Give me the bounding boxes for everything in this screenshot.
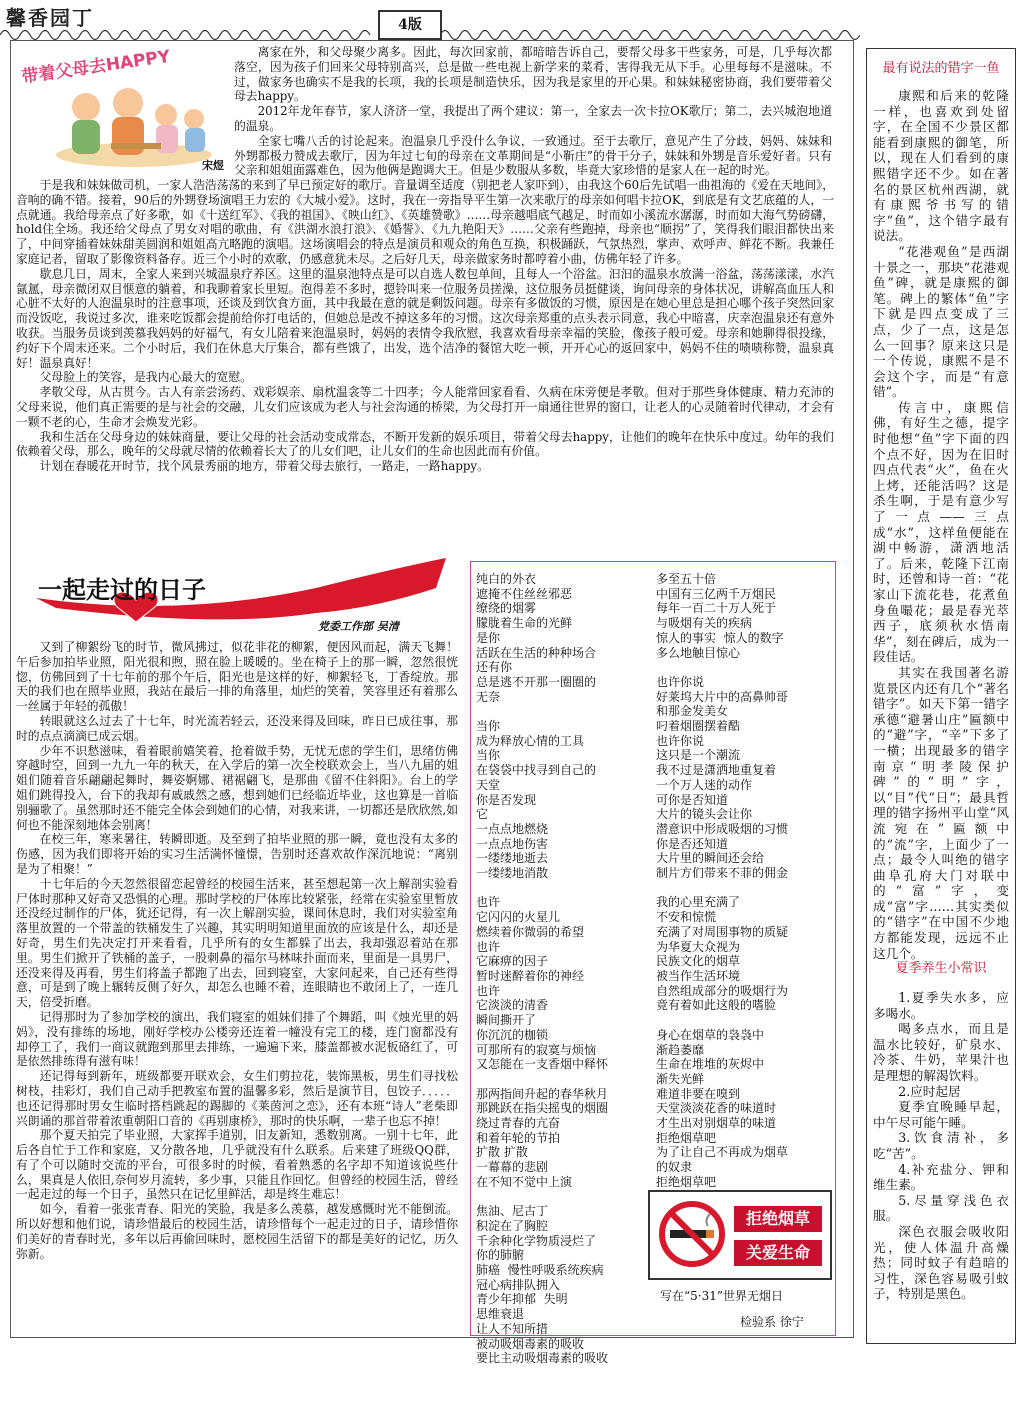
poem-line: 可那所有的寂寞与烦恼 [476, 1042, 597, 1057]
page-number-badge: 4版 [378, 10, 442, 40]
poem-line: 你的肺腑 [476, 1248, 525, 1263]
poem-line: 也许你说 [656, 674, 705, 689]
poem-line [656, 1013, 834, 1028]
poem-line: 肺癌 慢性呼吸系统疾病 [476, 1263, 604, 1278]
poem-line: 我不过是潇洒地重复着 [656, 763, 777, 778]
poem-line: 又怎能在一支香烟中释怀 [476, 1057, 609, 1072]
poem-line: 才生出对别烟草的味道 [656, 1116, 777, 1131]
poem-line: 当你 [476, 748, 501, 763]
poem-line [476, 1072, 656, 1087]
article2-author: 党委工作部 吴清 [318, 620, 399, 633]
paragraph: 4.补充盐分、钾和维生素。 [873, 1161, 1009, 1193]
poem-line [476, 704, 656, 719]
no-smoking-slogan-2: 关爱生命 [734, 1240, 822, 1266]
poem-line: 制片方们带来不菲的佣金 [656, 866, 789, 881]
poem-line: 拒绝烟草吧 [656, 1130, 717, 1145]
sidebar-section-typos [873, 57, 1009, 961]
poem-line: 可你是否知道 [656, 792, 729, 807]
poem-line: 一个万人迷的动作 [656, 777, 753, 792]
paragraph: 少年不识愁滋味，看着眼前嬉笑着，抢着做手势，无忧无虑的学生们，思绪仿佛穿越时空，回到一九九一年的秋天，在入学后的第一次全校联欢会上，当八九届的姐姐们随着音乐翩翩起舞时，舞姿婀娜、裙裾翩飞，是那曲《留不住斜阳》。台上的学姐们跳得投入，台下的我却有戚戚然之感，想到她们已经临近毕业，这也算是一首临别骊歌了。虽然那时还不能完全体会到她们的心情，对我来讲，一切都还是欣欣然,如何也不能深刻地体会别离！ [16, 743, 458, 832]
sidebar-heading: 最有说法的错字一鱼 [882, 61, 1000, 76]
poem-line: 我的心里充满了 [656, 895, 741, 910]
poem-line: 在袋袋中找寻到自己的 [476, 763, 597, 778]
poem-line: 竟有着如此这般的嗜脸 [656, 998, 777, 1013]
poem-line: 它 [476, 807, 489, 822]
poem-line: 与吸烟有关的疾病 [656, 616, 753, 631]
poem-line: 渐趋萎靡 [656, 1042, 705, 1057]
paragraph: 2012年龙年春节，家人济济一堂，我提出了两个建议：第一，全家去一次卡拉OK歌厅；第二，去兴城泡地道的温泉。 [234, 104, 832, 133]
poem-line: 总是逃不开那一圈圈的 [476, 674, 597, 689]
poem-line: 天堂 [476, 777, 501, 792]
article2-body [16, 640, 458, 1261]
poem-line: 为了让自己不再成为烟草 [656, 1145, 789, 1160]
poem-line [656, 881, 834, 896]
poem-line: 它闪闪的火星儿 [476, 910, 561, 925]
poem-line: 也许 [476, 939, 501, 954]
poem-line: 思维衰退 [476, 1307, 525, 1322]
sidebar-heading: 夏季养生小常识 [895, 961, 987, 976]
poem-line: 大片里的瞬间还会给 [656, 851, 765, 866]
poem-line [656, 660, 834, 675]
paragraph: 2.应时起居 [898, 1083, 961, 1099]
paragraph: 深色衣服会吸收阳光，使人体温升高燥热；同时蚊子有趋暗的习性，深色容易吸引蚊子，特别是黑色。 [873, 1223, 1009, 1302]
poem-line: 也许 [476, 895, 501, 910]
paragraph: 歇息几日，周末，全家人来到兴城温泉疗养区。这里的温泉池特点是可以自选人数包单间，且每人一个浴盆。汩汩的温泉水放满一浴盆，荡荡漾漾，水汽氤氲，母亲微闭双目惬意的躺着，和我聊着家长里短。泡得差不多时，摁铃叫来一位服务员搓澡，这位服务员挺健谈，询问母亲的身体状况，讲解高血压人和心脏不太好的人泡温泉时的注意事项，还谈及到饮食方面，其中我最在意的就是剩饭问题。母亲有多做饭的习惯，原因是在她心里总是担心哪个孩子突然回家而没饭吃，我说过多次，谁来吃饭都会提前给你打电话的，但她总是改不掉这多年的习惯。这次母亲郑重的点头表示同意，我心中暗喜，庆幸泡温泉还有意外收获。当服务员谈到羡慕我妈妈的好福气，有女儿陪着来泡温泉时，妈妈的表情令我欣慰，我喜欢看母亲幸福的笑脸，像孩子般可爱。母亲和她聊得很投缘，约好下个周末还来。二个小时后，我们在休息大厅集合，都有些饿了，出发，选个洁净的餐馆大吃一顿，开开心心的返回家中，妈妈不住的啧啧称赞，温泉真好！温泉真好！ [16, 266, 834, 370]
paragraph: 于是我和妹妹做司机，一家人浩浩荡荡的来到了早已预定好的歌厅。音量调至适度（别把老人家吓到），由我这个60后先试唱一曲祖海的《爱在天地间》，音响的确不错。接着，90后的外甥登场演唱王力宏的《大城小爱》。这时，我在一旁指导平生第一次来歌厅的母亲如何唱卡拉OK，到底是有文艺底蕴的人，一点就通。我给母亲点了好多歌，如《十送红军》、《我的祖国》、《映山红》、《英雄赞歌》……母亲越唱底气越足，时而如小溪流水潺潺，时而如大海气势磅礴，hold住全场。我还给父母点了男女对唱的歌曲，有《洪湖水浪打浪》、《婚誓》、《九九艳阳天》……父亲有些跑掉，母亲也“顺拐”了，笑得我们眼泪都快出来了，中间穿插着妹妹甜美圆润和姐姐高亢略跑的演唱。这场演唱会的特点是演员和观众的角色互换，积极踊跃，气氛热烈，掌声、欢呼声、鲜花不断。我兼任家庭记者，留取了影像资料备存。近三个小时的欢歌，仍感意犹未尽。之后好几天，母亲做家务时都哼着小曲，仿佛年轻了许多。 [16, 178, 834, 266]
paragraph: 还记得每到新年，班级都要开联欢会，女生们剪拉花，装饰黑板，男生们寻找松树枝，挂彩灯，我们自己动手把教室布置的温馨多彩，然后是演节目，包饺子．．．．．也还记得那时男女生临时搭档跳起的踢脚的《莱茵河之恋》，还有本班“诗人”老柴即兴朗诵的那首带着浓重朝阳口音的《再别康桥》，那时的快乐啊，一辈子也忘不掉！ [16, 1069, 458, 1128]
poem-line: 一缕缕地逝去 [476, 851, 549, 866]
sidebar-text [873, 990, 1009, 1302]
poem-line [476, 1190, 656, 1205]
poem-line: 一幕幕的悲剧 [476, 1160, 549, 1175]
paragraph: 离家在外，和父母聚少离多。因此，每次回家前，都暗暗告诉自己，要帮父母多干些家务，可是，几乎每次都落空，因为孩子们回来父母特别高兴，总是做一些电视上新学来的菜肴，害得我无从下手。心里每每不是滋味。不过，做家务也确实不是我的长项，我的长项是制造快乐，因为我是家里的开心果。和妹妹秘密协商，我们要带着父母去happy。 [234, 45, 832, 104]
paragraph: 5.尽量穿浅色衣服。 [873, 1192, 1009, 1224]
poem-line: 大片的镜头会让你 [656, 807, 753, 822]
no-smoking-icon [658, 1200, 726, 1268]
poem-line: 那跳跃在指尖摇曳的烟圈 [476, 1101, 609, 1116]
poem-line: 暂时迷醉着你的神经 [476, 968, 585, 983]
poem-line: 燃续着你微弱的希望 [476, 924, 585, 939]
poem-line: 你是否还知道 [656, 836, 729, 851]
poem-line: 焦油、尼古丁 [476, 1204, 549, 1219]
poem-line: 为华夏大众视为 [656, 939, 741, 954]
poem-line: 让人不知所措 [476, 1321, 549, 1336]
poem-line: 在不知不觉中上演 [476, 1174, 573, 1189]
poem-line [476, 881, 656, 896]
poem-line: 遮掩不住丝丝邪恶 [476, 586, 573, 601]
poem-line: 青少年抑郁 失明 [476, 1292, 568, 1307]
paragraph: 又到了柳絮纷飞的时节，微风拂过，似花非花的柳絮，便因风而起，满天飞舞！午后参加拍毕业照，阳光很和煦，照在脸上暖暖的。坐在椅子上的那一瞬，忽然很恍惚，仿佛回到了十七年前的那个午后，阳光也是这样的好，柳絮轻飞，丁香绽放。那天的我们也在照毕业照，我站在最后一排的角落里，灿烂的笑着，笑容里还有着那么一丝属于年轻的孤傲！ [16, 640, 458, 714]
sidebar-section-summer-health [873, 957, 1009, 1302]
poem-line: 惊人的事实 惊人的数字 [656, 630, 784, 645]
poem-line: 这只是一个潮流 [656, 748, 741, 763]
paragraph: 父母脸上的笑容，是我内心最大的宽慰。 [39, 370, 252, 385]
poem-line: 无奈 [476, 689, 501, 704]
poem-line: 它淡淡的清香 [476, 998, 549, 1013]
poem-line: 中国有三亿两千万烟民 [656, 586, 777, 601]
poem-line: 也许你说 [656, 733, 705, 748]
poem-line: 拒绝烟草吧 [656, 1174, 717, 1189]
paragraph: 3.饮食清补，多吃“苦”。 [873, 1130, 1009, 1161]
paragraph: 那个夏天拍完了毕业照，大家挥手道别，旧友新知，悉数别离。一别十七年，此后各自忙于工作和家庭，又分散各地，几乎就没有什么联系。后来建了班级QQ群，有了个可以随时交流的平台，可很多时的时候，看着熟悉的名字却不知道该说些什么，果真是人依旧,奈何岁月流转，多少事，只能且作回忆。但曾经的校园生活，曾经一起走过的每一个日子，虽然只在记忆里鲜活，却是终生难忘！ [16, 1128, 458, 1202]
paragraph: 记得那时为了参加学校的演出，我们寝室的姐妹们排了个舞蹈，叫《烛光里的妈妈》，没有排练的场地，刚好学校办公楼旁还连着一幢没有完工的楼，连门窗都没有却停工了，我们一商议就跑到那里去排练，一遍遍下来，膝盖都被水泥板硌红了，可是依然排练得有滋有味！ [16, 1009, 458, 1069]
no-smoking-badge [648, 1190, 832, 1280]
poem-line: 积淀在了胸腔 [476, 1218, 549, 1233]
paragraph: 计划在春暖花开时节，找个风景秀丽的地方，带着父母去旅行，一路走，一路happy。 [39, 459, 489, 474]
paragraph: 喝多点水，而且是温水比较好，矿泉水、冷茶、牛奶，苹果汁也是理想的解渴饮料。 [873, 1021, 1009, 1083]
poem-line: 活跃在生活的种种场合 [476, 645, 597, 660]
poem-line: 渐失光鲜 [656, 1071, 705, 1086]
poem-line: 成为释放心情的工具 [476, 733, 585, 748]
poem-line: 也许 [476, 983, 501, 998]
poem-line: 你沉沉的枷锁 [476, 1027, 549, 1042]
poem-line: 绕过青春的亢奋 [476, 1116, 561, 1131]
poem-line: 朦胧着生命的光鲜 [476, 616, 573, 631]
poem-line: 和那金发美女 [656, 704, 729, 719]
paragraph: 如今，看着一张张青春、阳光的笑脸，我是多么羡慕，越发感慨时光不能倒流。所以好想和他们说，请珍惜最后的校园生活，请珍惜每个一起走过的日子，请珍惜你们美好的青春时光，多年以后再偷回味时，愿校园生活留下的都是美好的记忆，历久弥新。 [16, 1202, 458, 1261]
poem-line: 天堂淡淡花香的味道时 [656, 1101, 777, 1116]
sidebar-text [873, 88, 1009, 961]
paragraph: 在校三年，寒来暑往，转瞬即逝。及至到了拍毕业照的那一瞬，竟也没有太多的伤感，因为我们即将开始的实习生活满怀憧憬，告别时还喜欢故作深沉地说：“离别是为了相聚！” [16, 832, 458, 876]
poem-line: 扩散 扩散 [476, 1145, 528, 1160]
paragraph: 转眼就这么过去了十七年，时光流若轻云，还没来得及回味，昨日已成往事，那时的点点滴滴已成云烟。 [16, 713, 458, 743]
masthead [0, 0, 1024, 40]
poem-line: 还有你 [476, 660, 513, 675]
article1-intro [234, 45, 832, 178]
poem-line: 它麻痹的因子 [476, 954, 549, 969]
poem-line: 那两指间升起的春华秋月 [476, 1086, 609, 1101]
paragraph: “花港观鱼”是西湖十景之一，那块“花港观鱼”碑，就是康熙的御笔。碑上的繁体“鱼”字下就是四点变成了三点，少了一点，这是怎么一回事？原来这只是一个传说，康熙不是不会这个字，而是“有意错”。 [873, 243, 1009, 400]
poem-note: 写在“5·31”世界无烟日 [660, 1289, 783, 1303]
poem-line: 一点点地伤害 [476, 836, 549, 851]
poem-line: 充满了对周围事物的质疑 [656, 924, 789, 939]
poem-line: 多么地触目惊心 [656, 645, 741, 660]
poem-line: 缭绕的烟雾 [476, 601, 537, 616]
article1-author: 宋煜 [202, 159, 224, 172]
poem-line: 难道非要在嗅到 [656, 1086, 741, 1101]
no-smoking-slogan-1: 拒绝烟草 [734, 1206, 822, 1232]
poem-line: 被当作生活环境 [656, 968, 741, 983]
paragraph: 十七年后的今天忽然很留恋起曾经的校园生活来，甚至想起第一次上解剖实验看尸体时那种又好奇又恐惧的心理。那时学校的尸体库比较紧张，经常在实验室里暂放还没经过制作的尸体，犹还记得，有一次上解剖实验，课间休息时，我们对实验室角落里放置的一个带盖的铁桶发生了兴趣，其实明明知道里面放的应该是什么，却还是好奇，男生们先决定打开来看看，几乎所有的女生都躲了出去，我却强忍着站在那里。男生们掀开了铁桶的盖子，一股刺鼻的福尔马林味扑面而来，里面是一具男尸，还没来得及再看，男生们将盖子都跑了出去，回到寝室，大家问起来，自己还有些得意，可是到了晚上辗转反侧了好久，却怎么也睡不着，连眼睛也不敢闭上了，一连几天，倍受折磨。 [16, 876, 458, 1010]
poem-line: 瞬间撕开了 [476, 1013, 537, 1028]
paper-name: 馨香园丁 [6, 6, 94, 30]
poem-line: 千余种化学物质浸烂了 [476, 1233, 597, 1248]
poem-line: 的奴隶 [656, 1160, 693, 1175]
poem-author: 检验系 徐宁 [740, 1315, 804, 1329]
poem-line: 潜意识中形成吸烟的习惯 [656, 821, 789, 836]
poem-line: 多至五十倍 [656, 572, 717, 586]
poem-line: 当你 [476, 719, 501, 734]
paragraph: 全家七嘴八舌的讨论起来。泡温泉几乎没什么争议，一致通过。至于去歌厅，意见产生了分歧，妈妈、妹妹和外甥都极力赞成去歌厅，因为年过七旬的母亲在文革期间是“小靳庄”的骨干分子，妹妹和外甥是音乐爱好者。只有父亲和姐姐面露难色，因为他俩是跑调大王。但是少数服从多数，毕竟大家珍惜的是家人在一起的时光。 [234, 133, 832, 178]
poem-line: 一缕缕地消散 [476, 866, 549, 881]
poem-line: 纯白的外衣 [476, 572, 537, 586]
poem-line: 冠心病排队拥入 [476, 1277, 561, 1292]
paragraph: 我和生活在父母身边的妹妹商量，要让父母的社会活动变成常态，不断开发新的娱乐项目，带着父母去happy，让他们的晚年在快乐中度过。幼年的我们依赖着父母，那么，晚年的父母就尽情的依赖着长大了的儿女们吧，让儿女们的生命也因此而有价值。 [16, 429, 834, 459]
poem-line: 不安和惊慌 [656, 910, 717, 925]
poem-right-column [656, 572, 834, 1219]
paragraph: 1.夏季失水多，应多喝水。 [873, 990, 1009, 1021]
article1-body [16, 178, 834, 474]
poem-line: 好莱坞大片中的高鼻帅哥 [656, 689, 789, 704]
poem-line: 叼着烟圈摆着酷 [656, 719, 741, 734]
illustration-title-text: 带着父母去HAPPY [20, 46, 172, 88]
paragraph: 夏季宜晚睡早起，中午尽可能午睡。 [873, 1099, 1009, 1130]
poem-line: 是你 [476, 630, 501, 645]
poem-left-column [476, 572, 656, 1366]
poem-line: 一点点地燃烧 [476, 821, 549, 836]
poem-line: 和着年轮的节拍 [476, 1130, 561, 1145]
paragraph: 传言中，康熙信佛，有好生之德，提字时他想“鱼”字下面的四个点不好，因为在旧时四点代表“火”，鱼在火上烤，还能活吗？这是杀生啊，于是有意少写了一点——三点成“水”，这样鱼便能在湖中畅游，潇洒地活了。后来，乾隆下江南时，还曾和诗一首：“花家山下流花巷，花煮鱼身鱼嘬花；最是春光萃西子，底须秋水悟南华”，刻在碑后，成为一段佳话。 [873, 399, 1009, 665]
family-illustration [16, 45, 228, 173]
paragraph: 孝敬父母，从古贯今。古人有亲尝汤药、戏彩娱亲、扇枕温衾等二十四孝；今人能常回家看看、久病在床旁便是孝敬。但对于那些身体健康、精力充沛的父母来说，他们真正需要的是与社会的交融，儿女们应该成为老人与社会沟通的桥梁，为父母打开一扇通往世界的窗口，让老人的心灵随着时代律动，才会有一颗不老的心，生命才会焕发光彩。 [16, 385, 834, 429]
poem-line: 每年一百二十万人死于 [656, 601, 777, 616]
poem-line: 要比主动吸烟毒素的吸收 [476, 1351, 609, 1366]
paragraph: 其实在我国著名游览景区内还有几个“著名错字”。如天下第一错字承德“避暑山庄”匾额中的“避”字，“辛”下多了一横；出现最多的错字南京“明孝陵保护碑”的“明”字，以“目”代“日”；最具哲理的错字扬州平山堂“风流宛在”匾额中的“流”字，上面少了一点；最令人叫绝的错字曲阜孔府大门对联中的“富”字，变成“富”字……其实类似的“错字”在中国不少地方都能发现，远远不止这几个。 [873, 664, 1009, 961]
poem-line: 身心在烟草的袅袅中 [656, 1027, 765, 1042]
poem-line: 被动吸烟毒素的吸收 [476, 1336, 585, 1351]
paragraph: 康熙和后来的乾隆一样，也喜欢到处留字，在全国不少景区都能看到康熙的御笔，所以，现在人们看到的康熙错字还不少。如在著名的景区杭州西湖，就有康熙爷书写的错字“鱼”，这个错字最有说法。 [873, 88, 1009, 244]
article2-title-text: 一起走过的日子 [38, 575, 206, 604]
poem-line: 自然组成部分的吸烟行为 [656, 983, 789, 998]
poem-line: 生命在堆堆的灰烬中 [656, 1057, 765, 1072]
sidebar [866, 48, 1016, 1344]
poem-line: 民族文化的烟草 [656, 954, 741, 969]
poem-line: 你是否发现 [476, 792, 537, 807]
